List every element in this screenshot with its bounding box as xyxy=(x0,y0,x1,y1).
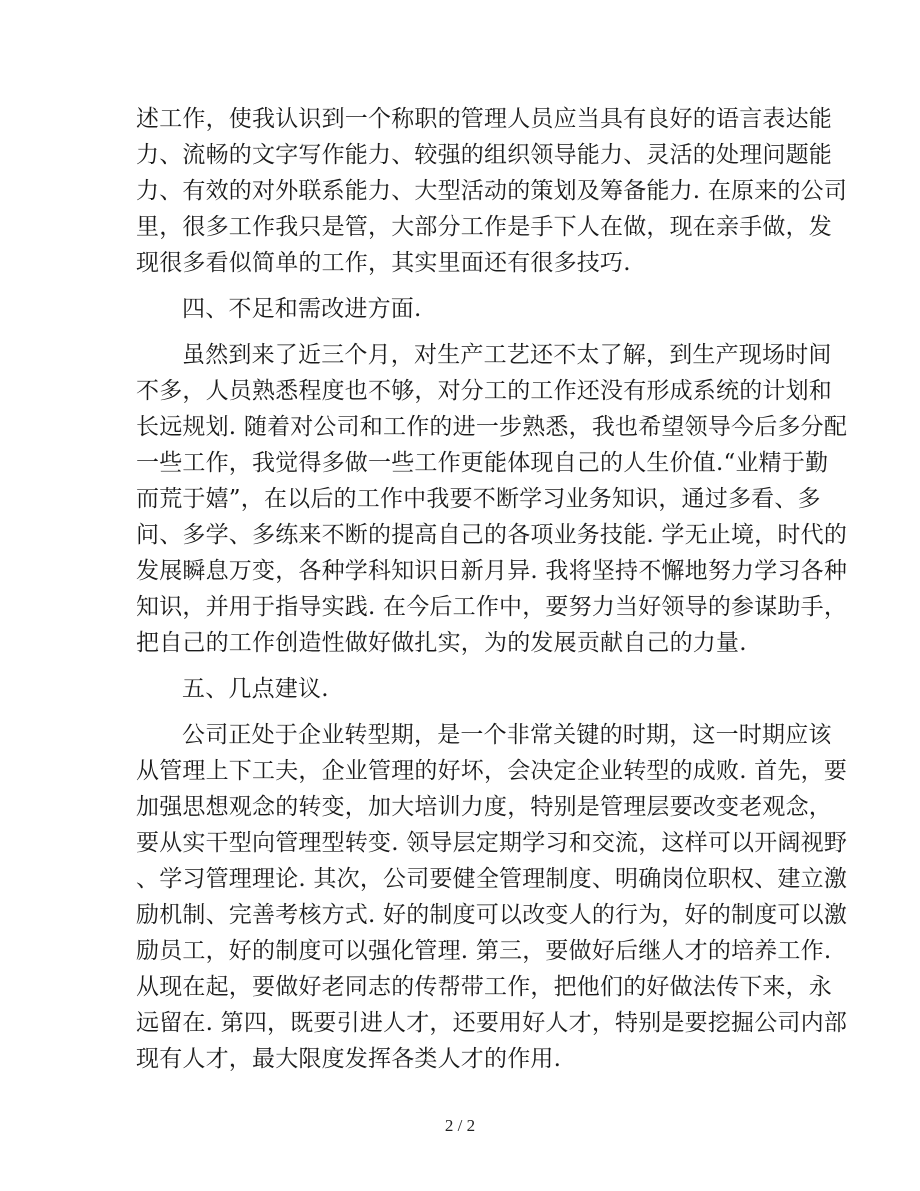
page-number: 2 / 2 xyxy=(444,1116,476,1135)
text-line: 里，很多工作我只是管，大部分工作是手下人在做，现在亲手做，发 xyxy=(136,214,832,240)
section-heading-4: 四、不足和需改进方面. xyxy=(182,296,422,322)
text-line: 而荒于嬉”，在以后的工作中我要不断学习业务知识，通过多看、多 xyxy=(136,486,821,512)
text-line: 长远规划. 随着对公司和工作的进一步熟悉，我也希望领导今后多分配 xyxy=(136,414,848,440)
text-line: 力、流畅的文字写作能力、较强的组织领导能力、灵活的处理问题能 xyxy=(136,142,832,168)
text-line: 要从实干型向管理型转变. 领导层定期学习和交流，这样可以开阔视野 xyxy=(136,830,848,856)
text-line: 述工作，使我认识到一个称职的管理人员应当具有良好的语言表达能 xyxy=(136,106,832,132)
text-line: 励员工，好的制度可以强化管理. 第三，要做好后继人才的培养工作. xyxy=(136,938,832,964)
text-line: 远留在. 第四，既要引进人才，还要用好人才，特别是要挖掘公司内部 xyxy=(136,1010,848,1036)
text-line: 公司正处于企业转型期，是一个非常关键的时期，这一时期应该 xyxy=(182,722,832,748)
text-line: 加强思想观念的转变，加大培训力度，特别是管理层要改变老观念， xyxy=(136,794,832,820)
text-line: 、学习管理理论. 其次，公司要健全管理制度、明确岗位职权、建立激 xyxy=(136,866,848,892)
text-line: 励机制、完善考核方式. 好的制度可以改变人的行为，好的制度可以激 xyxy=(136,902,848,928)
section-heading-5: 五、几点建议. xyxy=(182,676,329,702)
text-line: 力、有效的对外联系能力、大型活动的策划及筹备能力. 在原来的公司 xyxy=(136,178,848,204)
text-line: 现很多看似简单的工作，其实里面还有很多技巧. xyxy=(136,250,631,276)
text-line: 从现在起，要做好老同志的传帮带工作，把他们的好做法传下来，永 xyxy=(136,974,832,1000)
paragraph-work-summary xyxy=(136,101,848,281)
text-line: 不多，人员熟悉程度也不够，对分工的工作还没有形成系统的计划和 xyxy=(136,378,832,404)
text-line: 现有人才，最大限度发挥各类人才的作用. xyxy=(136,1046,562,1072)
text-line: 发展瞬息万变，各种学科知识日新月异. 我将坚持不懈地努力学习各种 xyxy=(136,558,848,584)
paragraph-shortcomings xyxy=(136,337,848,661)
text-line: 把自己的工作创造性做好做扎实，为的发展贡献自己的力量. xyxy=(136,630,747,656)
text-line: 问、多学、多练来不断的提高自己的各项业务技能. 学无止境，时代的 xyxy=(136,522,848,548)
document-body xyxy=(136,101,848,1077)
text-line: 一些工作，我觉得多做一些工作更能体现自己的人生价值.“业精于勤 xyxy=(136,450,829,476)
text-line: 虽然到来了近三个月，对生产工艺还不太了解，到生产现场时间 xyxy=(182,342,832,368)
text-line: 从管理上下工夫，企业管理的好坏，会决定企业转型的成败. 首先，要 xyxy=(136,758,848,784)
text-line: 知识，并用于指导实践. 在今后工作中，要努力当好领导的参谋助手， xyxy=(136,594,848,620)
paragraph-suggestions xyxy=(136,717,848,1077)
